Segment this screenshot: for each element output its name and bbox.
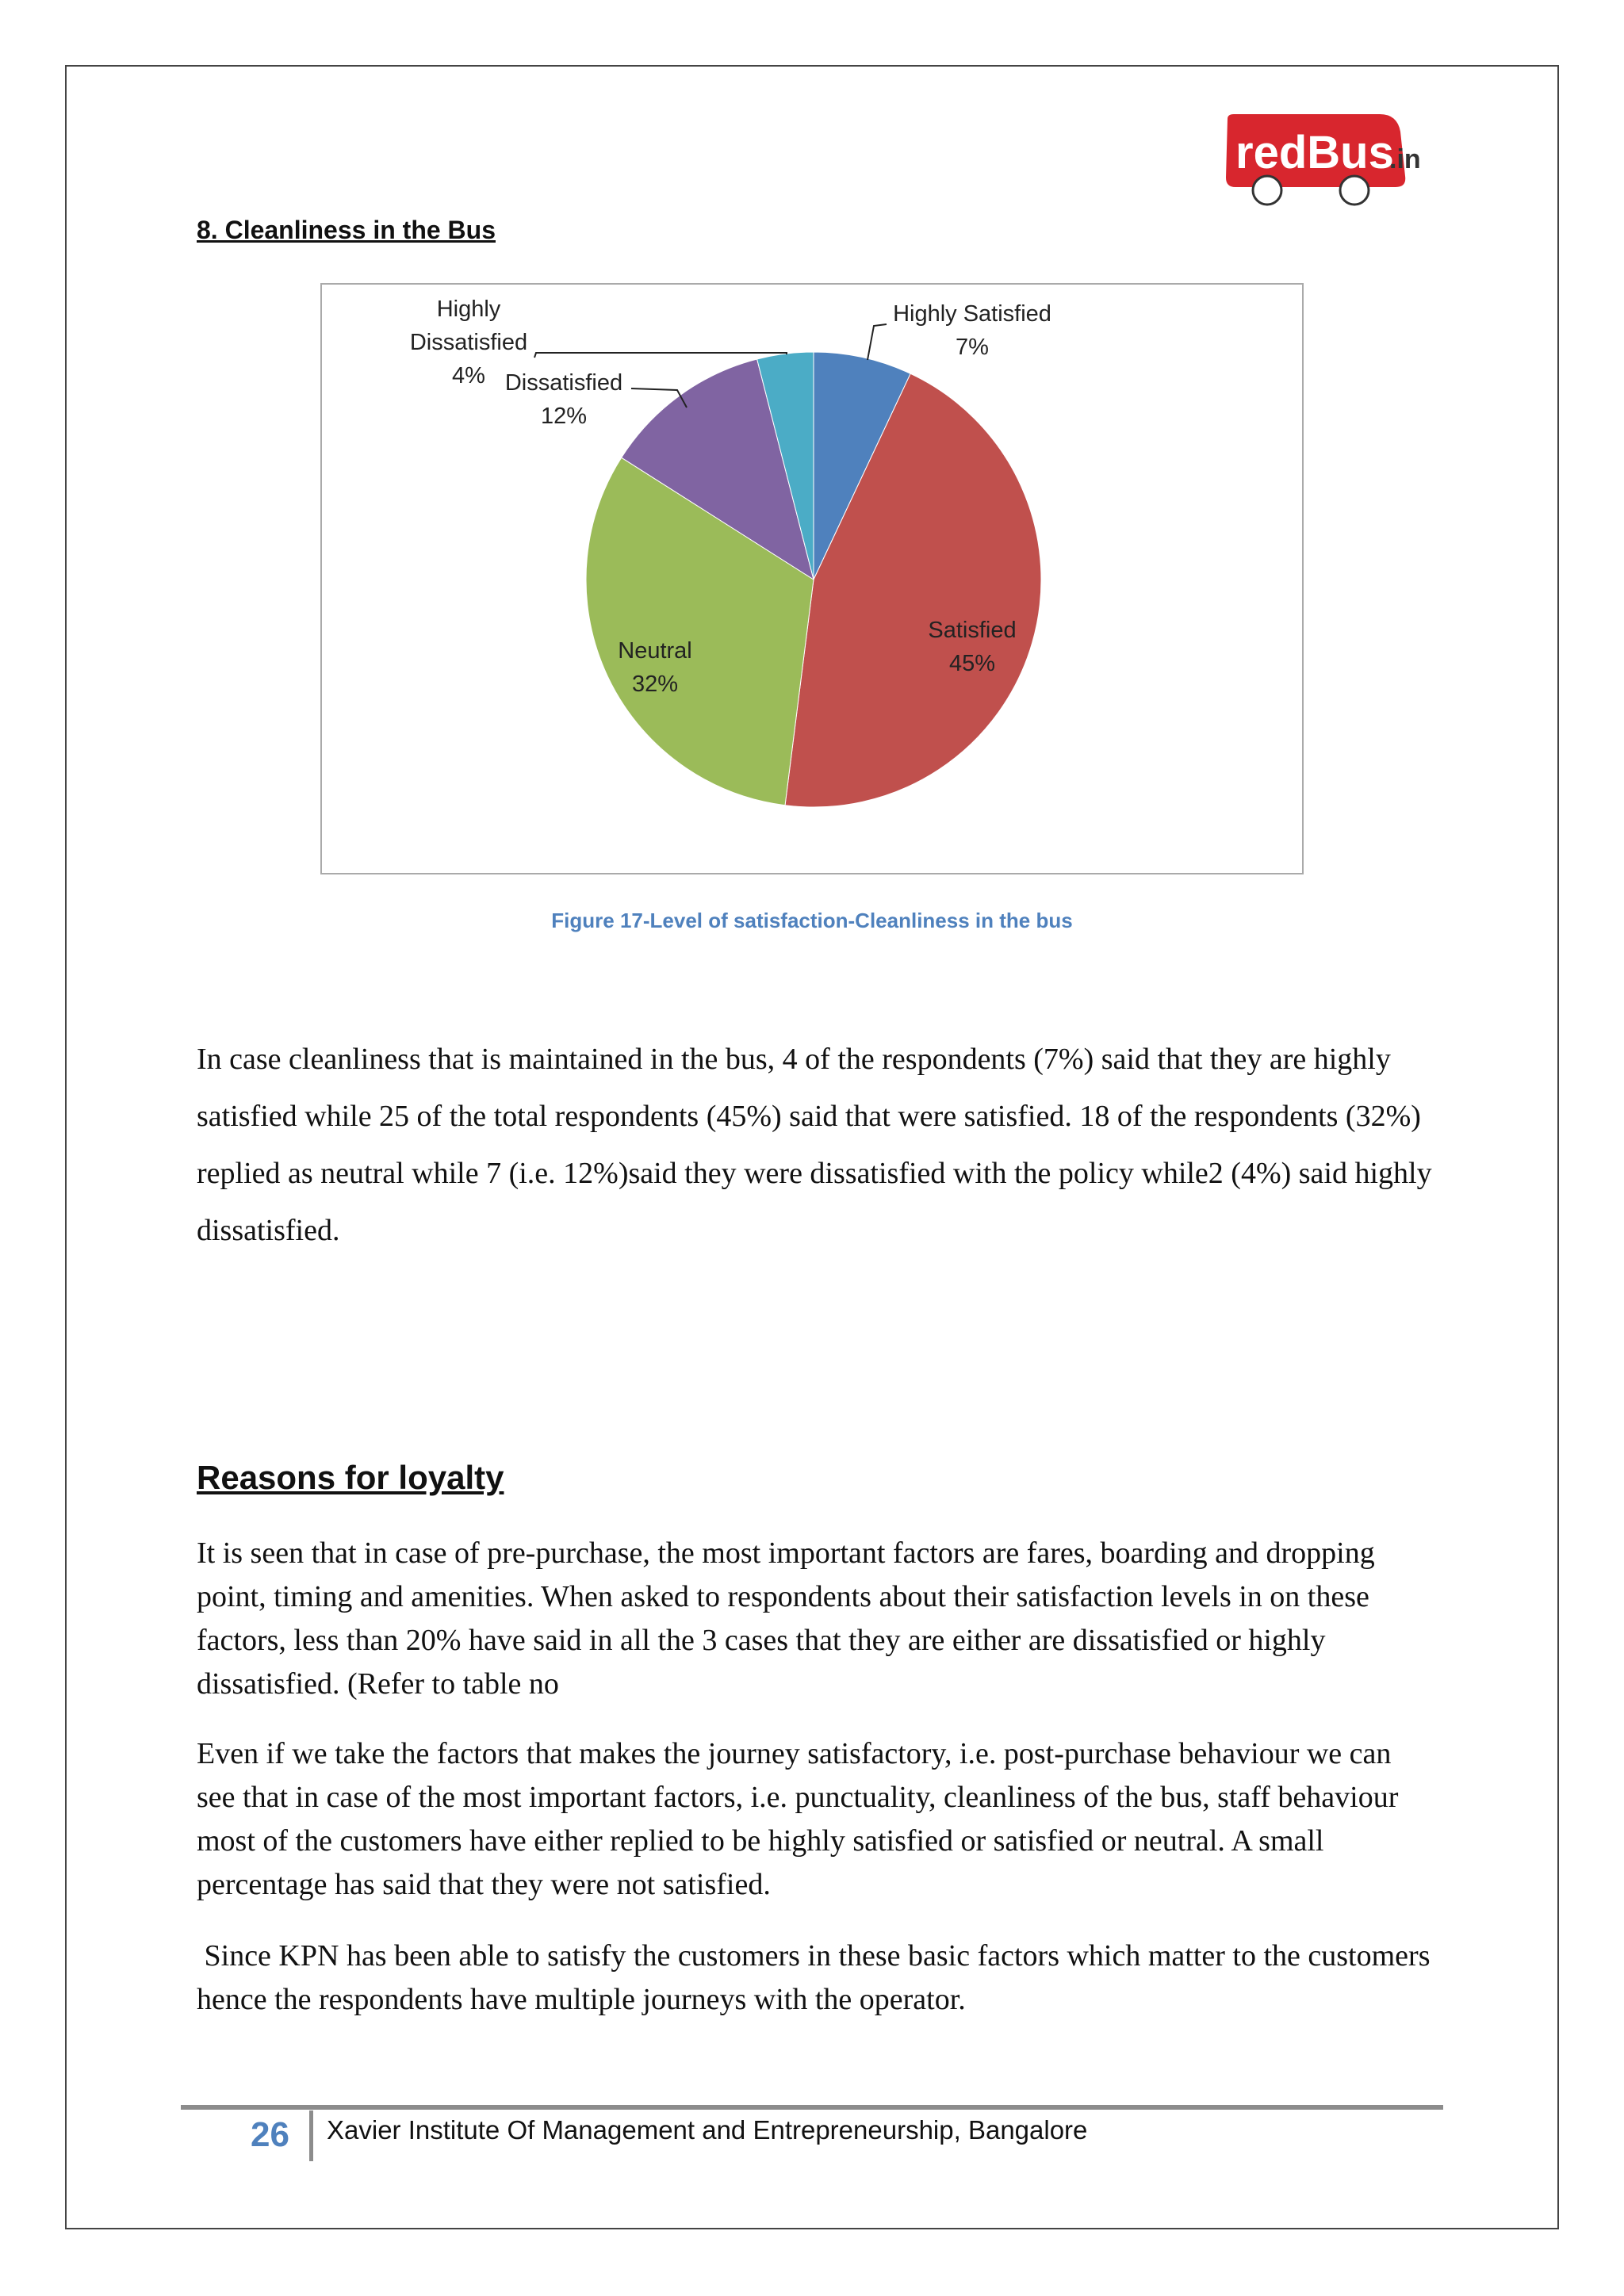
- heading-reasons-for-loyalty: Reasons for loyalty: [197, 1459, 504, 1496]
- label-satisfied-name: Satisfied: [928, 618, 1017, 643]
- leader-line-highly-satisfied: [868, 324, 887, 360]
- section-title: 8. Cleanliness in the Bus: [197, 216, 496, 244]
- paragraph-kpn: Since KPN has been able to satisfy the customers in these basic factors which matter to the customers hence the respondents have multiple journeys with the operator.: [197, 1939, 1438, 2016]
- footer-rule: [181, 2105, 1443, 2110]
- figure-caption: Figure 17-Level of satisfaction-Cleanliness in the bus: [551, 909, 1073, 932]
- paragraph-post-purchase: Even if we take the factors that makes the journey satisfactory, i.e. post-purchase behaviour we can see that in case of the most important factors, i.e. punctuality, cleanliness of the bus, staff behaviour most of the customers have either replied to be highly satisfied or satisfied or neutral. A small percentage has said that they were not satisfied.: [197, 1737, 1399, 1901]
- paragraph-cleanliness: In case cleanliness that is maintained in the bus, 4 of the respondents (7%) said that they are highly satisfied while 25 of the total respondents (45%) said that were satisfied. 18 of the respondents (32%) replied as neutral while 7 (i.e. 12%)said they were dissatisfied with the policy while2 (4%) said highly dissatisfied.: [197, 1043, 1432, 1247]
- label-highly-dissatisfied-name-2: Dissatisfied: [409, 330, 528, 355]
- leader-line-highly-dissatisfied: [534, 353, 787, 358]
- paragraph-pre-purchase: It is seen that in case of pre-purchase, the most important factors are fares, boarding and dropping point, timing and amenities. When asked to respondents about their satisfaction levels in on these factors, less than 20% have said in all the 3 cases that they are either are dissatisfied or highly dissatisfied. (Refer to table no: [197, 1536, 1375, 1701]
- pie-chart-container: [320, 283, 1304, 874]
- pie-chart: [322, 285, 1305, 876]
- logo-brand-text: redBus: [1235, 127, 1394, 178]
- label-dissatisfied-value: 12%: [540, 404, 588, 429]
- redbus-logo: [1221, 111, 1435, 214]
- label-highly-satisfied-value: 7%: [956, 335, 989, 360]
- label-dissatisfied-name: Dissatisfied: [504, 370, 623, 396]
- footer-divider: [309, 2110, 313, 2161]
- label-satisfied-value: 45%: [948, 651, 996, 676]
- label-neutral-value: 32%: [631, 672, 679, 697]
- label-neutral-name: Neutral: [618, 638, 692, 664]
- label-highly-satisfied-name: Highly Satisfied: [893, 301, 1051, 327]
- page-number: 26: [251, 2115, 289, 2154]
- label-highly-dissatisfied-name-1: Highly: [436, 297, 501, 322]
- logo-suffix-text: .in: [1389, 144, 1421, 174]
- label-highly-dissatisfied-value: 4%: [452, 363, 485, 388]
- footer-institute: Xavier Institute Of Management and Entrepreneurship, Bangalore: [327, 2115, 1088, 2145]
